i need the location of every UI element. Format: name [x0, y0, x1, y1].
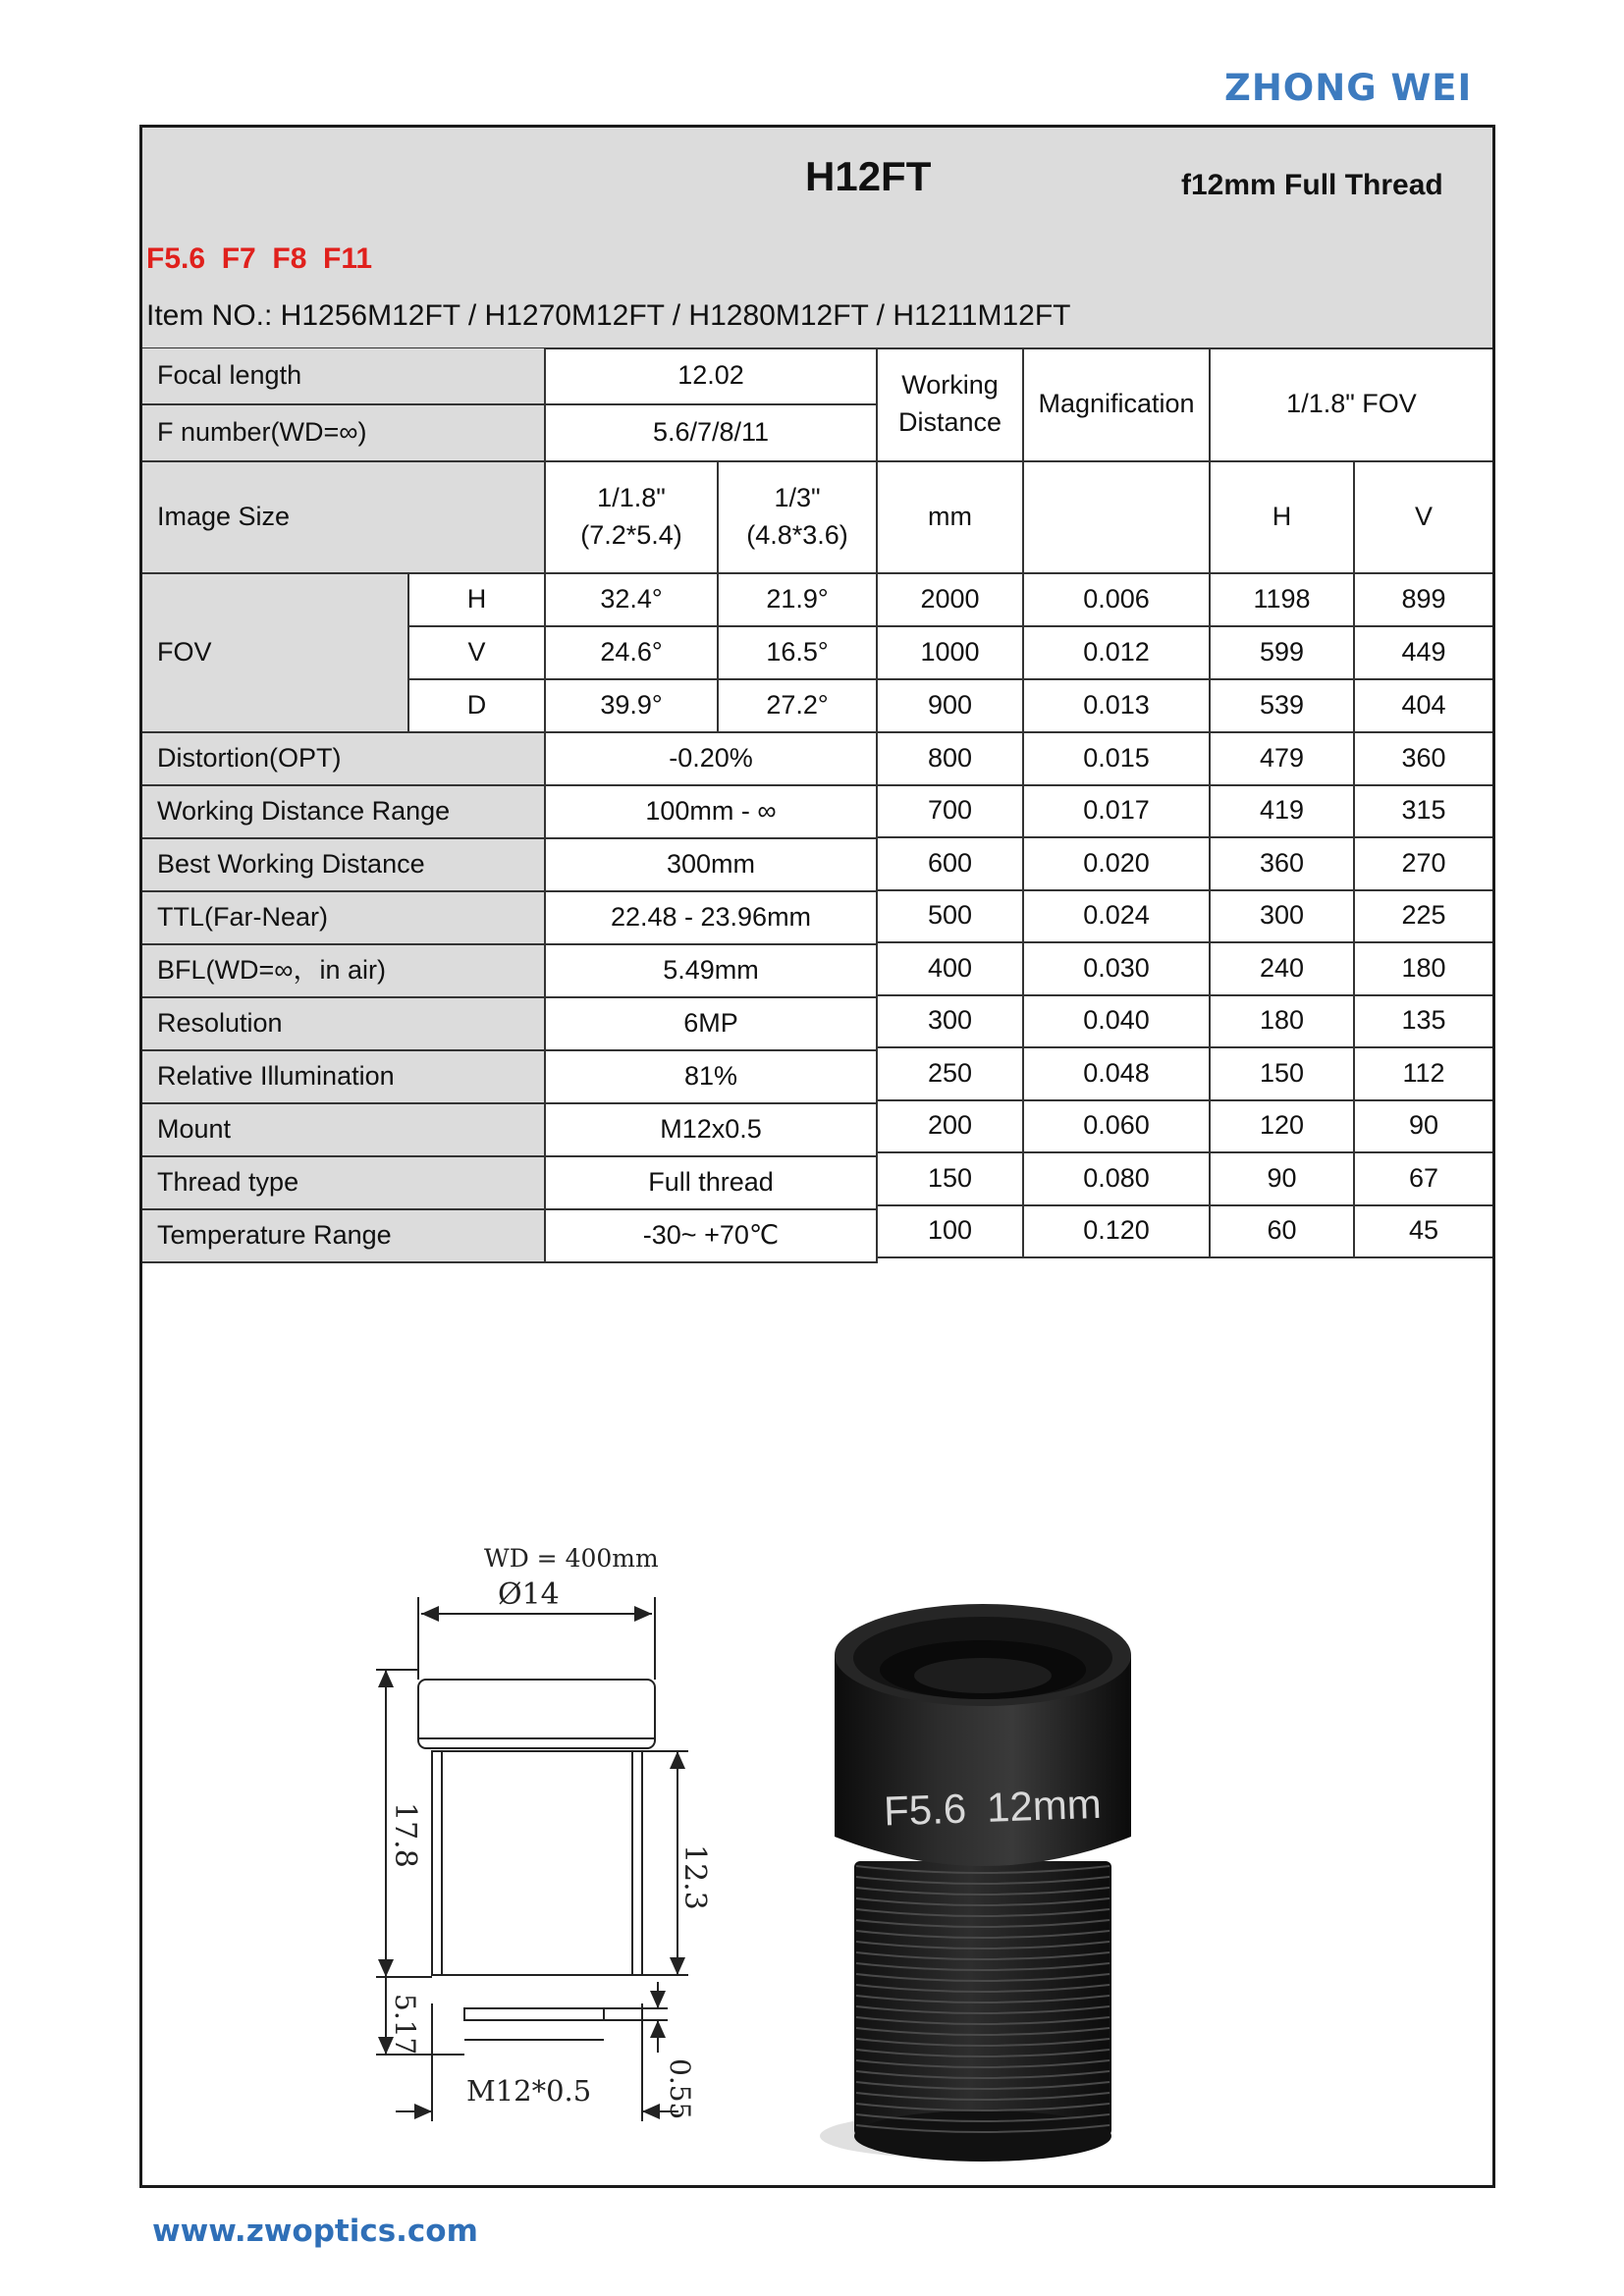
fov-h-value: 180 [1211, 995, 1355, 1048]
magnification-value: 0.013 [1024, 680, 1211, 733]
fov-axis-v: V [409, 627, 546, 680]
technical-drawing [376, 1544, 712, 2121]
wd-value: 300 [878, 995, 1024, 1048]
lens-photo [820, 1604, 1131, 2162]
fov-v-value: 180 [1355, 943, 1492, 996]
magnification-value: 0.024 [1024, 890, 1211, 943]
fov-v-value: 225 [1355, 890, 1492, 943]
wd-value: 600 [878, 838, 1024, 891]
fov-h-value: 479 [1211, 733, 1355, 786]
f-number-label: F number(WD=∞) [142, 405, 546, 462]
photo-focal-length: 12mm [986, 1780, 1103, 1831]
magnification-value: 0.006 [1024, 574, 1211, 627]
title-bar [142, 128, 1492, 235]
fov-v-b: 16.5° [719, 627, 878, 680]
model-subtitle: f12mm Full Thread [1181, 169, 1443, 201]
magnification-value: 0.017 [1024, 785, 1211, 838]
wd-header-line2: Distance [897, 407, 1002, 437]
spec-value: -0.20% [546, 733, 878, 786]
fov-h-a: 32.4° [546, 574, 719, 627]
wd-header-line1: Working [901, 370, 999, 400]
lens-drawings [142, 1375, 1492, 2185]
magnification-value: 0.012 [1024, 627, 1211, 680]
fov-h-value: 360 [1211, 838, 1355, 891]
fov-axis-h: H [409, 574, 546, 627]
image-size-label: Image Size [142, 462, 546, 574]
spec-label: Mount [142, 1104, 546, 1157]
wd-value: 500 [878, 890, 1024, 943]
magnification-value: 0.048 [1024, 1048, 1211, 1101]
fov-h-value: 300 [1211, 890, 1355, 943]
fov-h-value: 599 [1211, 627, 1355, 680]
brand-logo: ZHONG WEI [1224, 67, 1473, 109]
fov-v-value: 315 [1355, 785, 1492, 838]
gap-label: 0.55 [664, 2058, 696, 2120]
website-link[interactable]: www.zwoptics.com [152, 2214, 478, 2249]
image-size-b [719, 462, 878, 574]
image-size-b-dims: (4.8*3.6) [746, 520, 848, 550]
fov-v-value: 67 [1355, 1153, 1492, 1206]
wd-header [878, 348, 1024, 462]
spec-value: 5.49mm [546, 945, 878, 998]
fov-label: FOV [142, 574, 409, 733]
fov-d-b: 27.2° [719, 680, 878, 733]
fov-v-value: 45 [1355, 1205, 1492, 1258]
item-number: Item NO.: H1256M12FT / H1270M12FT / H1280M12FT / H1211M12FT [146, 299, 1071, 332]
spec-label: Working Distance Range [142, 786, 546, 839]
spec-value: -30~ +70℃ [546, 1210, 878, 1263]
fov-v-value: 449 [1355, 627, 1492, 680]
lens-body-outline [432, 1751, 642, 1975]
fov-h-value: 120 [1211, 1100, 1355, 1153]
fov-d-a: 39.9° [546, 680, 719, 733]
wd-value: 700 [878, 785, 1024, 838]
thread-label: M12*0.5 [466, 2074, 592, 2108]
fov-h-value: 419 [1211, 785, 1355, 838]
wd-note: WD = 400mm [484, 1544, 659, 1573]
spec-value: 300mm [546, 839, 878, 892]
back-flange [464, 2008, 604, 2020]
spec-label: Temperature Range [142, 1210, 546, 1263]
model-name: H12FT [805, 153, 932, 199]
wd-value: 200 [878, 1100, 1024, 1153]
fov-header: 1/1.8" FOV [1211, 348, 1492, 462]
back-length-label: 5.17 [389, 1994, 421, 2056]
image-size-b-format: 1/3" [774, 483, 821, 513]
fov-v-value: 270 [1355, 838, 1492, 891]
spec-value: 100mm - ∞ [546, 786, 878, 839]
spec-label: TTL(Far-Near) [142, 892, 546, 945]
wd-value: 400 [878, 943, 1024, 996]
fov-v-value: 90 [1355, 1100, 1492, 1153]
spec-value: M12x0.5 [546, 1104, 878, 1157]
spec-label: Resolution [142, 998, 546, 1051]
fov-h-value: 1198 [1211, 574, 1355, 627]
magnification-value: 0.020 [1024, 838, 1211, 891]
fov-h-value: 240 [1211, 943, 1355, 996]
fov-axis-d: D [409, 680, 546, 733]
magnification-value: 0.120 [1024, 1205, 1211, 1258]
total-length-label: 17.8 [388, 1802, 422, 1868]
wd-value: 150 [878, 1153, 1024, 1206]
photo-fnumber: F5.6 [883, 1785, 967, 1835]
spec-table [142, 348, 1492, 1375]
diameter-label: Ø14 [498, 1577, 560, 1612]
wd-value: 900 [878, 680, 1024, 733]
spec-label: BFL(WD=∞，in air) [142, 945, 546, 998]
spec-label: Thread type [142, 1157, 546, 1210]
wd-value: 2000 [878, 574, 1024, 627]
fov-h-value: 90 [1211, 1153, 1355, 1206]
magnification-value: 0.040 [1024, 995, 1211, 1048]
spec-value: 6MP [546, 998, 878, 1051]
magnification-header: Magnification [1024, 348, 1211, 462]
unit-h: H [1211, 462, 1355, 574]
spec-value: 81% [546, 1051, 878, 1104]
fov-v-value: 899 [1355, 574, 1492, 627]
magnification-value: 0.015 [1024, 733, 1211, 786]
focal-length-value: 12.02 [546, 348, 878, 405]
magnification-value: 0.080 [1024, 1153, 1211, 1206]
unit-mag [1024, 462, 1211, 574]
fov-v-value: 360 [1355, 733, 1492, 786]
fov-h-value: 539 [1211, 680, 1355, 733]
wd-value: 800 [878, 733, 1024, 786]
datasheet [139, 125, 1495, 2188]
spec-value: 22.48 - 23.96mm [546, 892, 878, 945]
fov-v-value: 135 [1355, 995, 1492, 1048]
f-number-value: 5.6/7/8/11 [546, 405, 878, 462]
f-number-list: F5.6 F7 F8 F11 [146, 242, 373, 275]
fov-v-a: 24.6° [546, 627, 719, 680]
spec-label: Distortion(OPT) [142, 733, 546, 786]
fov-v-value: 112 [1355, 1048, 1492, 1101]
lens-drawing-area [142, 1375, 1492, 2185]
magnification-value: 0.060 [1024, 1100, 1211, 1153]
spec-value: Full thread [546, 1157, 878, 1210]
barrel-length-label: 12.3 [677, 1844, 712, 1910]
spec-label: Best Working Distance [142, 839, 546, 892]
spec-label: Relative Illumination [142, 1051, 546, 1104]
unit-wd: mm [878, 462, 1024, 574]
fov-h-value: 60 [1211, 1205, 1355, 1258]
item-band [142, 233, 1492, 349]
image-size-a [546, 462, 719, 574]
image-size-a-format: 1/1.8" [597, 483, 666, 513]
fov-v-value: 404 [1355, 680, 1492, 733]
wd-value: 1000 [878, 627, 1024, 680]
unit-v: V [1355, 462, 1492, 574]
focal-length-label: Focal length [142, 348, 546, 405]
wd-value: 250 [878, 1048, 1024, 1101]
fov-h-b: 21.9° [719, 574, 878, 627]
image-size-a-dims: (7.2*5.4) [580, 520, 682, 550]
fov-h-value: 150 [1211, 1048, 1355, 1101]
wd-value: 100 [878, 1205, 1024, 1258]
magnification-value: 0.030 [1024, 943, 1211, 996]
